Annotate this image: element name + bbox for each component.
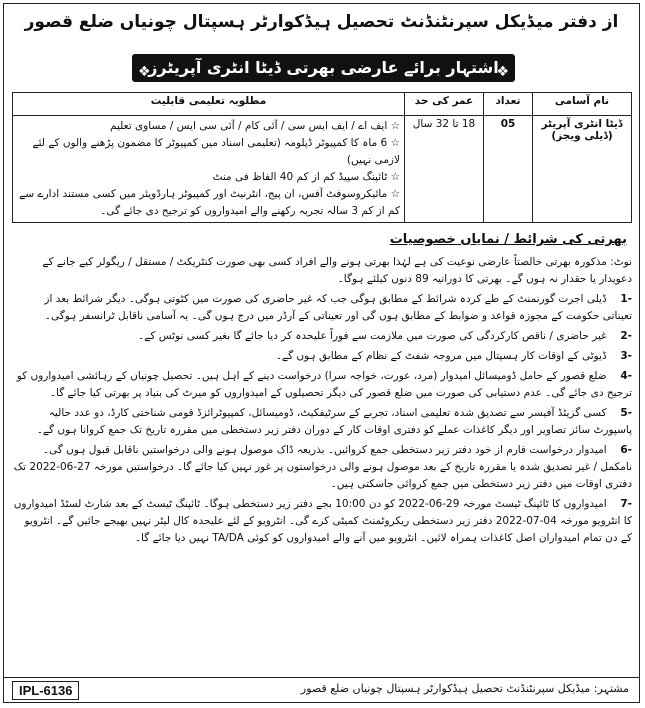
list-item xyxy=(12,328,632,345)
features-heading: بھرتی کی شرائط / نمایاں خصوصیات xyxy=(389,232,627,247)
conditions-list xyxy=(12,254,632,550)
ornament-right-icon: ❖ xyxy=(496,64,509,80)
item-text: غیر حاضری / ناقص کارکردگی کی صورت میں ملازمت سے فوراً علیحدہ کر دیا جائے گا بغیر کسی نوٹس کے۔ xyxy=(138,330,607,342)
post-count: 05 xyxy=(484,116,533,223)
header-age: عمر کی حد xyxy=(405,93,484,116)
qualification-item: ☆ ٹائپنگ سپیڈ کم از کم 40 الفاظ فی منٹ xyxy=(212,171,400,183)
list-item xyxy=(12,291,632,325)
advertisement-banner xyxy=(132,54,515,82)
list-item xyxy=(12,496,632,547)
item-text: ضلع قصور کے حامل ڈومیسائل امیدوار (مرد، عورت، خواجہ سرا) درخواست دینے کے اہل ہیں۔ تحصیل چونیاں کے رہائشی امیدواروں کو ترجیح دی جائے گی۔ عدم دستیابی کی صورت میں ضلع قصور کی دیگر تحصیلوں کے امیدواروں کو میرٹ کی بنیاد پر بھرتی کیا جائے گا۔ xyxy=(16,370,632,399)
footer xyxy=(4,677,639,702)
qualification-item: ☆ مائیکروسوفٹ آفس، ان پیج، انٹرنیٹ اور کمپیوٹر ہارڈویئر میں کسی مستند ادارے سے کم از کم 3 سالہ تجربہ رکھنے والے امیدواروں کو ترجیح دی جائے گی۔ xyxy=(19,188,400,217)
list-item xyxy=(12,405,632,439)
header-post: نام آسامی xyxy=(533,93,632,116)
table-header-row xyxy=(13,93,632,116)
item-number: -4 xyxy=(620,370,632,382)
advertiser-line: مشتہر: میڈیکل سپرنٹنڈنٹ تحصیل ہیڈکوارٹر ہسپتال چونیاں ضلع قصور xyxy=(300,682,629,695)
list-item xyxy=(12,442,632,493)
list-item xyxy=(12,348,632,365)
item-number: -6 xyxy=(620,444,632,456)
vacancy-table xyxy=(12,92,632,223)
item-text: امیدواروں کا ٹائپنگ ٹیسٹ مورخہ 29-06-2022 کو دن 10:00 بجے دفتر زیر دستخطی ہوگا۔ ٹائپنگ ٹیسٹ کے بعد شارٹ لسٹڈ امیدواروں کا انٹرویو مورخہ 04-07-2022 دفتر زیر دستخطی ریکروٹمنٹ کمیٹی کرے گی۔ انٹرویو کے لئے علیحدہ کال لیٹر نہیں بھیجے جائیں گے۔ انٹرویو کے دن تمام امیدواران اصل کاغذات ہمراہ لائیں۔ انٹرویو میں آنے والے امیدواروں کو کوئی TA/DA نہیں دیا جائے گا۔ xyxy=(13,498,632,544)
item-text: ڈیوٹی کے اوقات کار ہسپتال میں مروجہ شفٹ کے نظام کے مطابق ہوں گے۔ xyxy=(275,350,607,362)
item-text: امیدوار درخواست فارم از خود دفتر زیر دستخطی جمع کروائیں۔ بذریعہ ڈاک موصول ہونے والی درخواستیں ناقابل قبول ہوں گی۔ نامکمل / غیر تصدیق شدہ یا مقررہ تاریخ کے بعد موصول ہونے والی درخواستوں پر غور نہیں کیا جائے گا۔ درخواستیں مورخہ 27-06-2022 تک دفتری اوقات میں دفتر زیر دستخطی میں جمع کروائی جاسکتی ہیں۔ xyxy=(13,444,632,490)
post-name: ڈیٹا انٹری آپریٹر (ڈیلی ویجز) xyxy=(533,116,632,223)
qualification-item: ☆ ایف اے / ایف ایس سی / آئی کام / آئی سی ایس / مساوی تعلیم xyxy=(110,120,400,132)
header-count: تعداد xyxy=(484,93,533,116)
banner-title: اشتہار برائے عارضی بھرتی ڈیٹا انٹری آپریٹرز xyxy=(148,58,499,77)
ipl-code: IPL-6136 xyxy=(12,681,79,700)
list-item xyxy=(12,368,632,402)
table-row xyxy=(13,116,632,223)
qualification-list xyxy=(13,116,405,223)
item-text: ڈیلی اجرت گورنمنٹ کے طے کردہ شرائط کے مطابق ہوگی جب کہ غیر حاضری کی صورت میں کٹوتی ہوگی۔ دیگر شرائط بعد از تعیناتی حکومت کے مجوزہ قواعد و ضوابط کے مطابق ہوں گی اور تعیناتی کے آرڈر میں درج ہوں گی۔ یہ آسامی ناقابل ٹرانسفر ہوگی۔ xyxy=(44,293,632,322)
item-number: -1 xyxy=(620,293,632,305)
note-text: نوٹ: مذکورہ بھرتی خالصتاً عارضی نوعیت کی ہے لہٰذا بھرتی ہونے والے افراد کسی بھی صورت کنٹریکٹ / مستقل / ریگولر کیے جانے کے دعویدار یا حقدار نہ ہوں گے۔ بھرتی کا دورانیہ 89 دنوں کیلئے ہوگا۔ xyxy=(42,256,632,285)
item-text: کسی گزیٹڈ آفیسر سے تصدیق شدہ تعلیمی اسناد، تجربے کے سرٹیفکیٹ، ڈومیسائل، کمپیوٹرائزڈ قومی شناختی کارڈ، دو عدد حالیہ پاسپورٹ سائز تصاویر اور دیگر کاغذات عملے کو دفتری اوقات کار کے دوران دفتر زیر دستخطی میں مقررہ تاریخ تک جمع کروانا ہوں گے۔ xyxy=(36,407,632,436)
advertisement-page xyxy=(3,3,640,703)
qualification-item: ☆ 6 ماہ کا کمپیوٹر ڈپلومہ (تعلیمی اسناد میں کمپیوٹر کا مضمون پڑھنے والوں کے لئے لازمی نہیں) xyxy=(32,137,400,166)
item-number: -3 xyxy=(620,350,632,362)
item-number: -2 xyxy=(620,330,632,342)
office-title: از دفتر میڈیکل سپرنٹنڈنٹ تحصیل ہیڈکوارٹر ہسپتال چونیاں ضلع قصور xyxy=(24,12,619,32)
item-number: -7 xyxy=(620,498,632,510)
item-number: -5 xyxy=(620,407,632,419)
age-limit: 18 تا 32 سال xyxy=(405,116,484,223)
header-qualification: مطلوبہ تعلیمی قابلیت xyxy=(13,93,405,116)
ornament-left-icon: ❖ xyxy=(138,64,151,80)
